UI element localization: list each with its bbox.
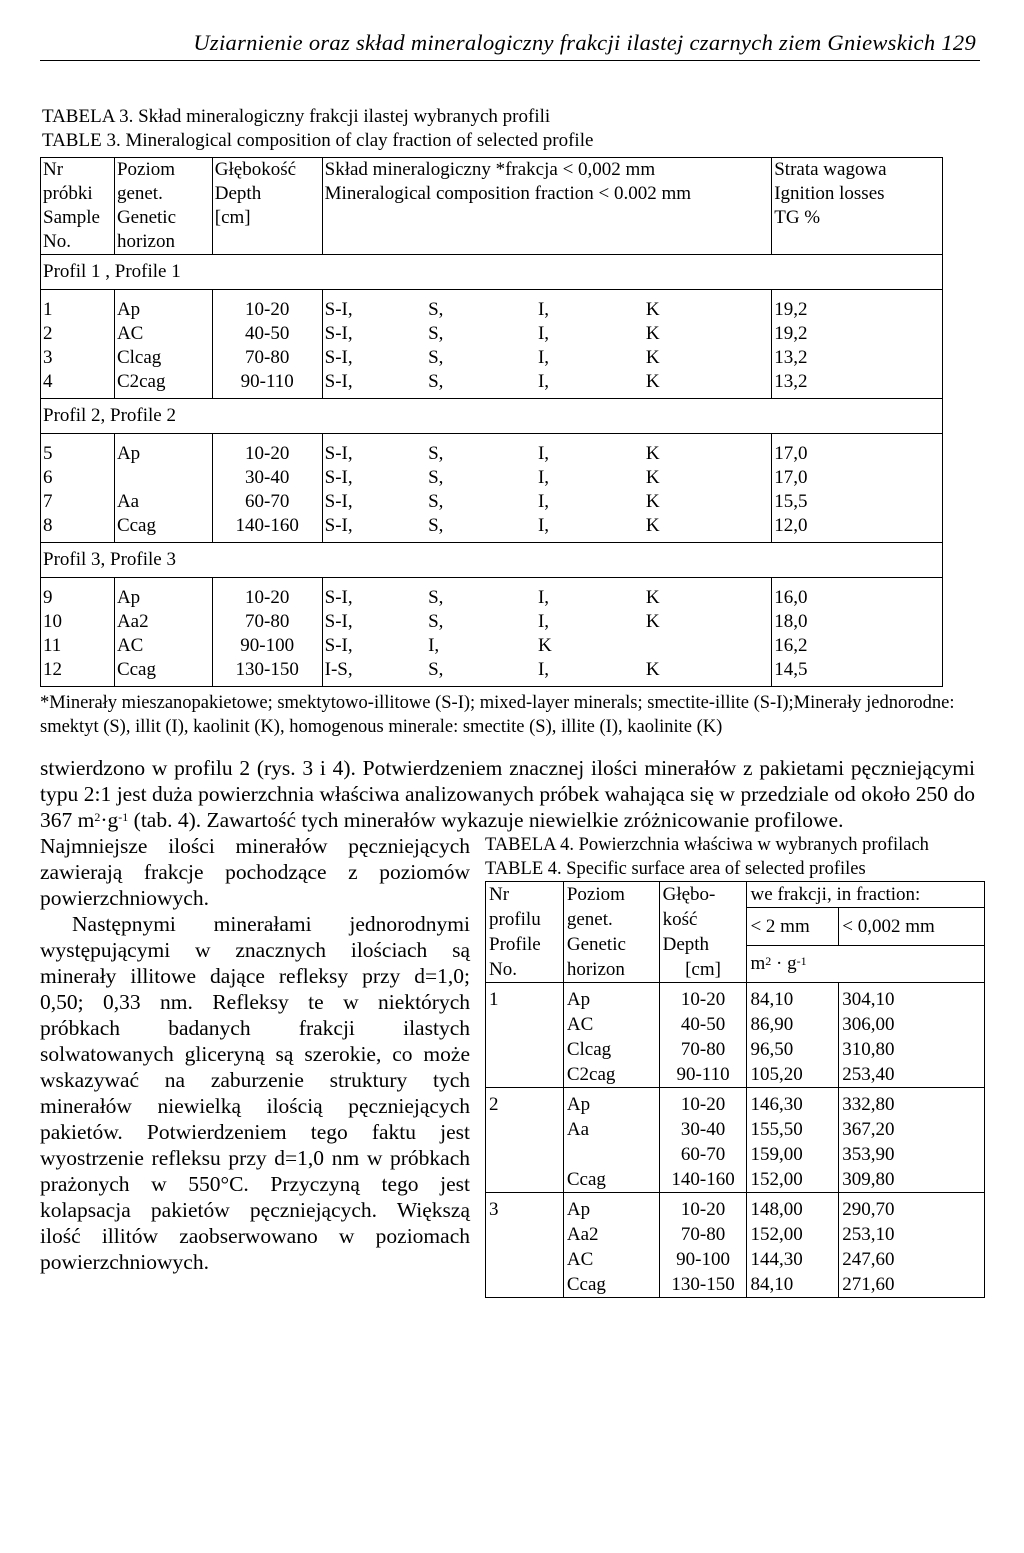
table4-cell-hz: Ap [563,1088,659,1118]
table4-cell-depth: 70-80 [659,1222,747,1247]
table3-cell-depth: 60-70 [212,490,322,514]
table4-cell-hz [563,1142,659,1167]
table3-cell-nr: 6 [41,466,115,490]
table4-cell-hz: Aa2 [563,1222,659,1247]
table3-cell-m4: K [644,370,772,399]
table3-cell-m1: S-I, [324,635,353,656]
table4-row [486,1193,985,1223]
table3-cell-nr: 2 [41,322,115,346]
table4-cell-a: 148,00 [747,1193,839,1223]
table3-cell-hz: AC [114,322,212,346]
table3-cell-m4: K [644,490,772,514]
table3-cell-depth: 10-20 [212,578,322,611]
table3-cell-tg: 19,2 [772,290,943,323]
table4-cell-depth: 130-150 [659,1272,747,1298]
table4-cell-b: 306,00 [839,1012,985,1037]
table3-cell-m1: S-I, [324,347,353,368]
table3-group-row [41,255,943,290]
table3-group-label: Profil 3, Profile 3 [41,543,943,578]
table3-cell-tg: 16,0 [772,578,943,611]
table3-cell-m1: S-I, [324,491,353,512]
table3-cell-m3: I, [537,323,550,344]
table4-cell-hz: AC [563,1247,659,1272]
table3-cell-nr: 5 [41,434,115,467]
table4-cell-hz: Aa [563,1117,659,1142]
table3-cell-m4: K [644,658,772,687]
table4-cell-nr: 2 [486,1088,564,1193]
table3-cell-hz: AC [114,634,212,658]
table3-row [41,658,943,687]
table3-cell-tg: 17,0 [772,466,943,490]
table4-cell-depth: 60-70 [659,1142,747,1167]
table4-cell-a: 105,20 [747,1062,839,1088]
table3-row [41,466,943,490]
table3-cell-m3: I, [536,514,644,543]
table3-header-composition: Skład mineralogiczny *frakcja < 0,002 mm Mineralogical composition fraction < 0.002 mm [322,158,772,255]
table3-cell-m1: S-I, [324,611,353,632]
table3-cell-m3: I, [536,658,644,687]
table3-row [41,634,943,658]
table3-cell-nr: 9 [41,578,115,611]
table4-cell-hz: Ccag [563,1272,659,1298]
table4-header-f1: < 2 mm [747,908,839,946]
table3-cell-depth: 90-100 [212,634,322,658]
table3-cell-nr: 3 [41,346,115,370]
table3-cell-hz: C2cag [114,370,212,399]
table3-cell-hz: Ap [114,434,212,467]
paragraph-3: Następnymi minerałami jednorodnymi występującymi w znacznych ilościach są minerały illitowe dające refleksy przy d=1,0; 0,50; 0,33 nm. Refleksy te w niektórych próbkach badanych frakcji ilastych solwatowanych gliceryną są szerokie, co może wskazywać na zaburzenie struktury tych minerałów niewielką ilością pęczniejących pakietów. Potwierdzeniem tego faktu jest wyostrzenie refleksu przy d=1,0 nm w próbkach prażonych w 550°C. Przyczyną tego jest kolapsacja pakietów pęczniejących. Większą ilość illitów zaobserwowano w poziomach powierzchniowych. [40,912,470,1274]
table3-group-label: Profil 1 , Profile 1 [41,255,943,290]
table4-header-f2: < 0,002 mm [839,908,985,946]
table4-cell-hz: Ap [563,1193,659,1223]
table3-cell-depth: 70-80 [212,610,322,634]
table3-cell-m1: S-I, [324,443,353,464]
table3-cell-tg: 17,0 [772,434,943,467]
table3-cell-m3: I, [537,587,550,608]
table3-group-row [41,399,943,434]
table3-cell-depth: 130-150 [212,658,322,687]
table3-cell-tg: 13,2 [772,346,943,370]
table3-cell-m1: S-I, [324,299,353,320]
table4-header-depth: Głębo- kość Depth [cm] [659,882,747,983]
table4-cell-a: 155,50 [747,1117,839,1142]
table4-cell-nr: 1 [486,983,564,1088]
table3-cell-depth: 10-20 [212,290,322,323]
table3-cell-m4: K [644,434,772,467]
table3-cell-m4: K [644,290,772,323]
table3-header-ignition: Strata wagowa Ignition losses TG % [772,158,943,255]
table4-cell-depth: 30-40 [659,1117,747,1142]
table4-cell-a: 152,00 [747,1167,839,1193]
table3-cell-depth: 40-50 [212,322,322,346]
table4-cell-depth: 40-50 [659,1012,747,1037]
table3-cell-m2: S, [428,491,444,512]
table3-cell-m3: I, [537,467,550,488]
table3-cell-m2: S, [428,347,444,368]
table4-cell-b: 304,10 [839,983,985,1013]
table4-cell-depth: 90-110 [659,1062,747,1088]
table3-cell-tg: 13,2 [772,370,943,399]
table4-cell-hz: Clcag [563,1037,659,1062]
table3-group-row [41,543,943,578]
table3-row [41,514,943,543]
table3-cell-m2: S, [428,587,444,608]
table4-cell-a: 86,90 [747,1012,839,1037]
table3-cell-m1: S-I, [324,587,353,608]
table3-cell-nr: 11 [41,634,115,658]
table4-row [486,983,985,1013]
table3-row [41,346,943,370]
table3-cell-m3: K [537,635,552,656]
header-rule [40,60,980,61]
table3-header-depth: Głębokość Depth [cm] [212,158,322,255]
table4-cell-a: 144,30 [747,1247,839,1272]
table3-cell-m3: I, [537,299,550,320]
table3-cell-depth: 30-40 [212,466,322,490]
table4-cell-a: 159,00 [747,1142,839,1167]
table3-cell-tg: 16,2 [772,634,943,658]
table3-cell-m3: I, [537,611,550,632]
table4-cell-hz: C2cag [563,1062,659,1088]
table3-footnote: *Minerały mieszanopakietowe; smektytowo-illitowe (S-I); mixed-layer minerals; smectite-illite (S-I);Minerały jednorodne: smektyt (S), illit (I), kaolinit (K), homogenous minerale: smectite (S), illite (I), kaolinite (K) [40,693,955,737]
table3-caption-en: TABLE 3. Mineralogical composition of clay fraction of selected profile [42,130,594,151]
table3-cell-m1: S-I, [322,370,426,399]
table3-cell-m2: S, [428,323,444,344]
table3-cell-tg: 19,2 [772,322,943,346]
table3-cell-nr: 12 [41,658,115,687]
table3-cell-m2: S, [428,299,444,320]
table3-header-row [41,158,943,255]
table4-cell-hz: Ccag [563,1167,659,1193]
table3-row [41,322,943,346]
running-head [40,28,984,58]
table4-cell-a: 84,10 [747,1272,839,1298]
table3-cell-hz: Ccag [114,514,212,543]
table3-cell-m1: S-I, [324,467,353,488]
table4-cell-b: 247,60 [839,1247,985,1272]
table3-row [41,290,943,323]
table3-cell-m1: S-I, [324,323,353,344]
table3-cell-hz: Ccag [114,658,212,687]
table4-header-unit: $m^2 \cdot g^{-1}$ [747,946,985,983]
table3-header-nr: Nr próbki Sample No. [41,158,115,255]
table3-cell-m1: I-S, [322,658,426,687]
table3-cell-m2: S, [428,443,444,464]
table4-cell-b: 271,60 [839,1272,985,1298]
table4-cell-a: 152,00 [747,1222,839,1247]
table4-cell-b: 353,90 [839,1142,985,1167]
table3-cell-m2: S, [426,514,536,543]
table4-cell-b: 310,80 [839,1037,985,1062]
table3-row [41,434,943,467]
table4-cell-depth: 70-80 [659,1037,747,1062]
table3-row [41,578,943,611]
table3-cell-m2: S, [426,370,536,399]
table4-cell-depth: 10-20 [659,1088,747,1118]
table3-cell-m2: S, [428,467,444,488]
table3-group-label: Profil 2, Profile 2 [41,399,943,434]
table4-caption-en: TABLE 4. Specific surface area of selected profiles [485,859,866,879]
table3-header-horizon: Poziom genet. Genetic horizon [114,158,212,255]
table4-cell-depth: 10-20 [659,983,747,1013]
table3-cell-m4: K [644,346,772,370]
table3-caption-pl: TABELA 3. Skład mineralogiczny frakcji ilastej wybranych profili [42,106,551,127]
table3-cell-depth: 70-80 [212,346,322,370]
table4-cell-depth: 90-100 [659,1247,747,1272]
table4-cell-b: 309,80 [839,1167,985,1193]
table3-cell-tg: 15,5 [772,490,943,514]
page [40,28,984,1493]
table3-cell-m3: I, [537,491,550,512]
table4-cell-nr: 3 [486,1193,564,1298]
table3-cell-nr: 1 [41,290,115,323]
table3-row [41,610,943,634]
table3-row [41,370,943,399]
table3-row [41,490,943,514]
table3-cell-nr: 10 [41,610,115,634]
table3-cell-m2: I, [428,635,440,656]
table4-cell-b: 253,40 [839,1062,985,1088]
table3-cell-depth: 140-160 [212,514,322,543]
table3-cell-m4: K [644,466,772,490]
table3-cell-m4 [644,634,772,658]
table3 [40,157,943,687]
table3-cell-m2: S, [426,658,536,687]
table3-cell-hz: Ap [114,290,212,323]
table3-cell-hz: Aa [114,490,212,514]
table3-cell-hz: Clcag [114,346,212,370]
table4-header-fraction: we frakcji, in fraction: [747,882,985,908]
table3-cell-depth: 10-20 [212,434,322,467]
table4-header-nr: Nr profilu Profile No. [486,882,564,983]
table3-cell-hz: Aa2 [114,610,212,634]
table4 [485,881,985,1298]
table4-cell-a: 96,50 [747,1037,839,1062]
table4-caption-pl: TABELA 4. Powierzchnia właściwa w wybranych profilach [485,835,929,855]
table3-cell-m1: S-I, [322,514,426,543]
table4-cell-b: 253,10 [839,1222,985,1247]
table4-cell-b: 290,70 [839,1193,985,1223]
table4-cell-b: 332,80 [839,1088,985,1118]
table3-cell-m3: I, [536,370,644,399]
table3-cell-m3: I, [537,443,550,464]
table4-cell-a: 84,10 [747,983,839,1013]
table3-cell-hz [114,466,212,490]
table3-cell-depth: 90-110 [212,370,322,399]
table4-cell-hz: AC [563,1012,659,1037]
table3-cell-m4: K [644,578,772,611]
table4-row [486,1088,985,1118]
table3-cell-hz: Ap [114,578,212,611]
table3-cell-nr: 8 [41,514,115,543]
table4-cell-depth: 10-20 [659,1193,747,1223]
table3-cell-tg: 12,0 [772,514,943,543]
table3-cell-nr: 7 [41,490,115,514]
table3-cell-m2: S, [428,611,444,632]
table4-cell-hz: Ap [563,983,659,1013]
running-head-title: Uziarnienie oraz skład mineralogiczny frakcji ilastej czarnych ziem Gniewskich [193,30,936,55]
page-number: 129 [941,30,976,55]
table3-cell-m3: I, [537,347,550,368]
table4-header-horizon: Poziom genet. Genetic horizon [563,882,659,983]
table3-cell-tg: 14,5 [772,658,943,687]
table4-cell-depth: 140-160 [659,1167,747,1193]
table4-cell-a: 146,30 [747,1088,839,1118]
paragraph-1: stwierdzono w profilu 2 (rys. 3 i 4). Potwierdzeniem znacznej ilości minerałów z pakietami pęczniejącymi typu 2:1 jest duża powierzchnia właściwa analizowanych próbek wahająca się w przedziale od około 250 do 367 $m^2\cdot g^{-1}$ (tab. 4). Zawartość tych minerałów wykazuje niewielkie zróżnicowanie profilowe. [40,756,975,832]
table3-cell-nr: 4 [41,370,115,399]
table4-cell-b: 367,20 [839,1117,985,1142]
table3-cell-tg: 18,0 [772,610,943,634]
paragraph-2: Najmniejsze ilości minerałów pęczniejących zawierają frakcje pochodzące z poziomów powierzchniowych. [40,834,470,910]
table3-cell-m4: K [644,322,772,346]
table3-cell-m4: K [644,610,772,634]
table3-cell-m4: K [644,514,772,543]
